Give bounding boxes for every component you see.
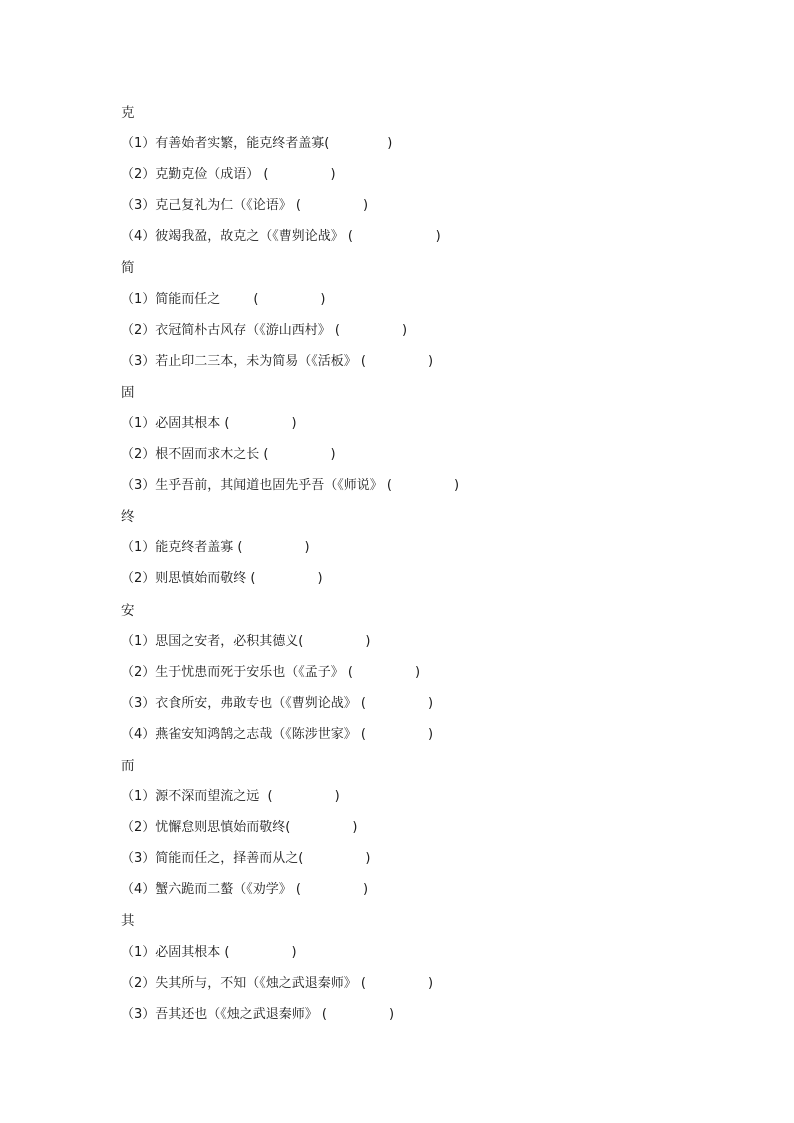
exercise-item: （2）根不固而求木之长 ( ) [121, 447, 336, 463]
exercise-item: （2）则思慎始而敬终 ( ) [121, 571, 323, 587]
section-heading: 简 [121, 260, 135, 277]
exercise-item: （2）克勤克俭（成语） ( ) [121, 167, 336, 183]
section-heading: 安 [121, 602, 135, 619]
exercise-item: （3）生乎吾前，其闻道也固先乎吾（《师说》 ( ) [121, 478, 460, 494]
exercise-item: （2）忧懈怠则思慎始而敬终( ) [121, 820, 358, 836]
exercise-item: （2）生于忧患而死于安乐也（《孟子》 ( ) [121, 664, 421, 680]
exercise-item: （1）能克终者盖寡 ( ) [121, 540, 310, 556]
exercise-item: （1）思国之安者，必积其德义( ) [121, 633, 371, 649]
section-heading: 固 [121, 384, 135, 401]
exercise-item: （3）简能而任之，择善而从之( ) [121, 851, 371, 867]
exercise-item: （1）源不深而望流之远 ( ) [121, 789, 340, 805]
exercise-item: （1）必固其根本 ( ) [121, 415, 297, 431]
exercise-item: （4）燕雀安知鸿鹄之志哉（《陈涉世家》 ( ) [121, 726, 434, 742]
exercise-item: （3）克己复礼为仁（《论语》 ( ) [121, 198, 369, 214]
exercise-item: （1）有善始者实繁，能克终者盖寡( ) [121, 136, 393, 152]
exercise-item: （4）彼竭我盈，故克之（《曹刿论战》 ( ) [121, 229, 441, 245]
exercise-item: （2）失其所与，不知（《烛之武退秦师》 ( ) [121, 975, 434, 991]
exercise-item: （3）吾其还也（《烛之武退秦师》 ( ) [121, 1006, 395, 1022]
section-heading: 终 [121, 509, 135, 526]
section-heading: 克 [121, 105, 135, 121]
exercise-list [121, 103, 681, 1036]
section-heading: 而 [121, 757, 135, 774]
section-heading: 其 [121, 913, 135, 930]
exercise-item: （3）若止印二三本，未为简易（《活板》 ( ) [121, 353, 434, 369]
exercise-item: （3）衣食所安，弗敢专也（《曹刿论战》 ( ) [121, 695, 434, 711]
exercise-item: （2）衣冠简朴古风存（《游山西村》 ( ) [121, 322, 408, 338]
exercise-item: （1）简能而任之 ( ) [121, 291, 326, 307]
exercise-item: （1）必固其根本 ( ) [121, 944, 297, 960]
exercise-item: （4）蟹六跪而二螯（《劝学》 ( ) [121, 882, 369, 898]
